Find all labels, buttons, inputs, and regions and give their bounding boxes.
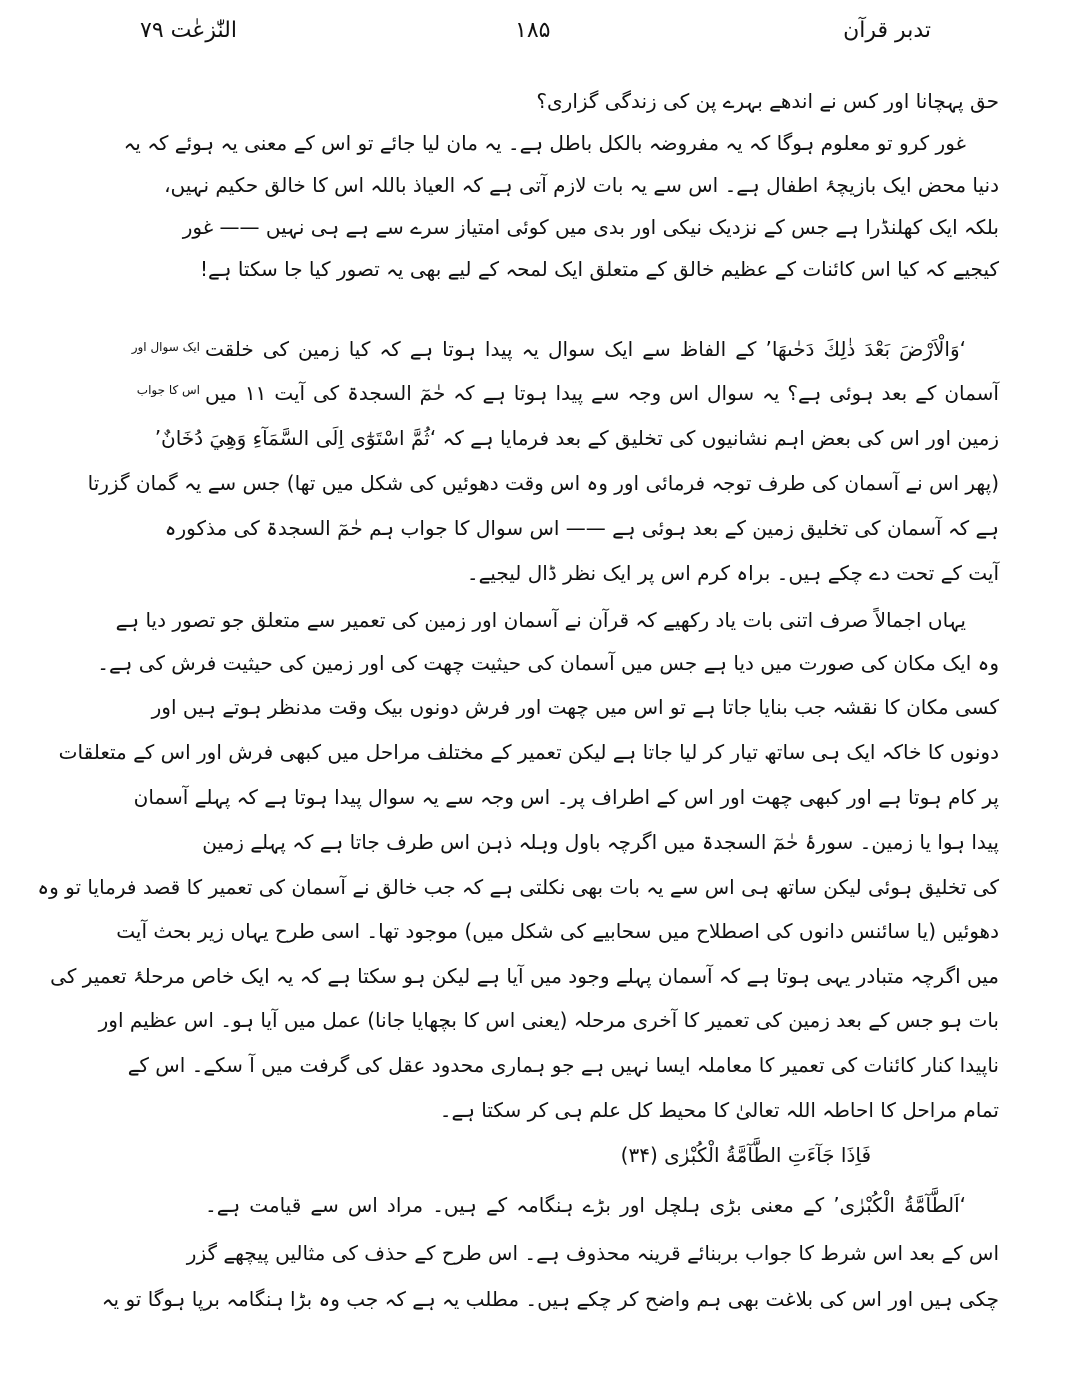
text-line: آیت کے تحت دے چکے ہیں۔ براہ کرم اس پر ایک نظر ڈال لیجیے۔ [466,561,999,585]
text-line: غور کرو تو معلوم ہوگا کہ یہ مفروضہ بالکل باطل ہے۔ یہ مان لیا جائے تو اس کے معنی یہ ہوئے کہ یہ [123,131,966,155]
text-line: بات ہو جس کے بعد زمین کی تعمیر کا آخری مرحلہ (یعنی اس کا بچھایا جانا) عمل میں آیا ہو۔ اس عظیم اور [98,1008,999,1032]
surah-name: النّٰزعٰت ۷۹ [140,18,237,43]
text-line: پر کام ہوتا ہے اور کبھی چھت اور اس کے اطراف پر۔ اس وجہ سے یہ سوال پیدا ہوتا ہے کہ پہلے آسمان [133,785,999,809]
text-line: دھوئیں (یا سائنس دانوں کی اصطلاح میں سحابیے کی شکل میں) موجود تھا۔ اسی طرح یہاں زیر بحث آیت [116,919,999,943]
text-line: بلکہ ایک کھلنڈرا ہے جس کے نزدیک نیکی اور بدی میں کوئی امتیاز سرے سے ہے ہی نہیں —— غور [182,215,999,239]
text-line: ‘اَلطَّآمَّةُ الْكُبْرٰى’ کے معنی بڑی ہلچل اور بڑے ہنگامہ کے ہیں۔ مراد اس سے قیامت ہے۔ [205,1193,966,1217]
book-title: تدبر قرآن [843,18,931,43]
text-line: ناپیدا کنار کائنات کی تعمیر کا معاملہ ایسا نہیں ہے جو ہماری محدود عقل کی گرفت میں آ سکے۔ اس کے [127,1053,999,1077]
text-line: آسمان کے بعد ہوئی ہے؟ یہ سوال اس وجہ سے پیدا ہوتا ہے کہ حٰمٓ السجدۃ کی آیت ۱۱ میں [205,381,999,405]
text-line: وہ ایک مکان کی صورت میں دیا ہے جس میں آسمان کی حیثیت چھت کی اور زمین کی حیثیت فرش کی ہے۔ [97,651,999,675]
text-line: زمین اور اس کی بعض اہم نشانیوں کی تخلیق کے بعد فرمایا ہے کہ ‘ثُمَّ اسْتَوٰٓى اِلَى السَّمَآءِ وَهِيَ دُخَانٌ’ [154,426,999,450]
page-number: ۱۸۵ [515,18,551,43]
text-line: ہے کہ آسمان کی تخلیق زمین کے بعد ہوئی ہے —— اس سوال کا جواب ہم حٰمٓ السجدۃ کی مذکورہ [164,516,999,540]
margin-note: ایک سوال اور [131,340,200,354]
text-line: یہاں اجمالاً صرف اتنی بات یاد رکھیے کہ قرآن نے آسمان اور زمین کی تعمیر سے متعلق جو تصور دیا ہے [115,608,966,632]
margin-note: اس کا جواب [136,383,200,397]
text-line: کیجیے کہ کیا اس کائنات کے عظیم خالق کے متعلق ایک لمحہ کے لیے بھی یہ تصور کیا جا سکتا ہے! [200,257,999,281]
verse-line: فَاِذَا جَآءَتِ الطَّآمَّةُ الْكُبْرٰى (۳۴) [620,1143,871,1167]
text-line: حق پہچانا اور کس نے اندھے بہرے پن کی زندگی گزاری؟ [536,89,999,113]
text-line: کسی مکان کا نقشہ جب بنایا جاتا ہے تو اس میں چھت اور فرش دونوں بیک وقت مدنظر ہوتے ہیں اور [151,695,999,719]
text-line: کی تخلیق ہوئی لیکن ساتھ ہی اس سے یہ بات بھی نکلتی ہے کہ جب خالق نے آسمان کی تعمیر کا قصد فرمایا تو وہ [37,875,999,899]
text-line: میں اگرچہ متبادر یہی ہوتا ہے کہ آسمان پہلے وجود میں آیا ہے لیکن ہو سکتا ہے کہ یہ ایک خاص مرحلۂ تعمیر کی [50,964,999,988]
text-line: (پھر اس نے آسمان کی طرف توجہ فرمائی اور وہ اس وقت دھوئیں کی شکل میں تھا) جس سے یہ گمان گزرتا [87,471,999,495]
text-line: ‘وَالْاَرْضَ بَعْدَ ذٰلِكَ دَحٰىهَا’ کے الفاظ سے ایک سوال یہ پیدا ہوتا ہے کہ کیا زمین کی خلقت [205,337,966,361]
text-line: چکی ہیں اور اس کی بلاغت بھی ہم واضح کر چکے ہیں۔ مطلب یہ ہے کہ جب وہ بڑا ہنگامہ برپا ہوگا تو یہ [101,1287,999,1311]
text-line: دنیا محض ایک بازیچۂ اطفال ہے۔ اس سے یہ بات لازم آتی ہے کہ العیاذ باللہ اس کا خالق حکیم نہیں، [164,173,999,197]
text-line: اس کے بعد اس شرط کا جواب بربنائے قرینہ محذوف ہے۔ اس طرح کے حذف کی مثالیں پیچھے گزر [186,1241,999,1265]
text-line: تمام مراحل کا احاطہ اللہ تعالیٰ کا محیط کل علم ہی کر سکتا ہے۔ [439,1098,999,1122]
text-line: دونوں کا خاکہ ایک ہی ساتھ تیار کر لیا جاتا ہے لیکن تعمیر کے مختلف مراحل میں کبھی فرش اور اس کے متعلقات [58,740,999,764]
text-line: پیدا ہوا یا زمین۔ سورۂ حٰمٓ السجدۃ میں اگرچہ باول وہلہ ذہن اس طرف جاتا ہے کہ پہلے زمین [202,830,999,854]
